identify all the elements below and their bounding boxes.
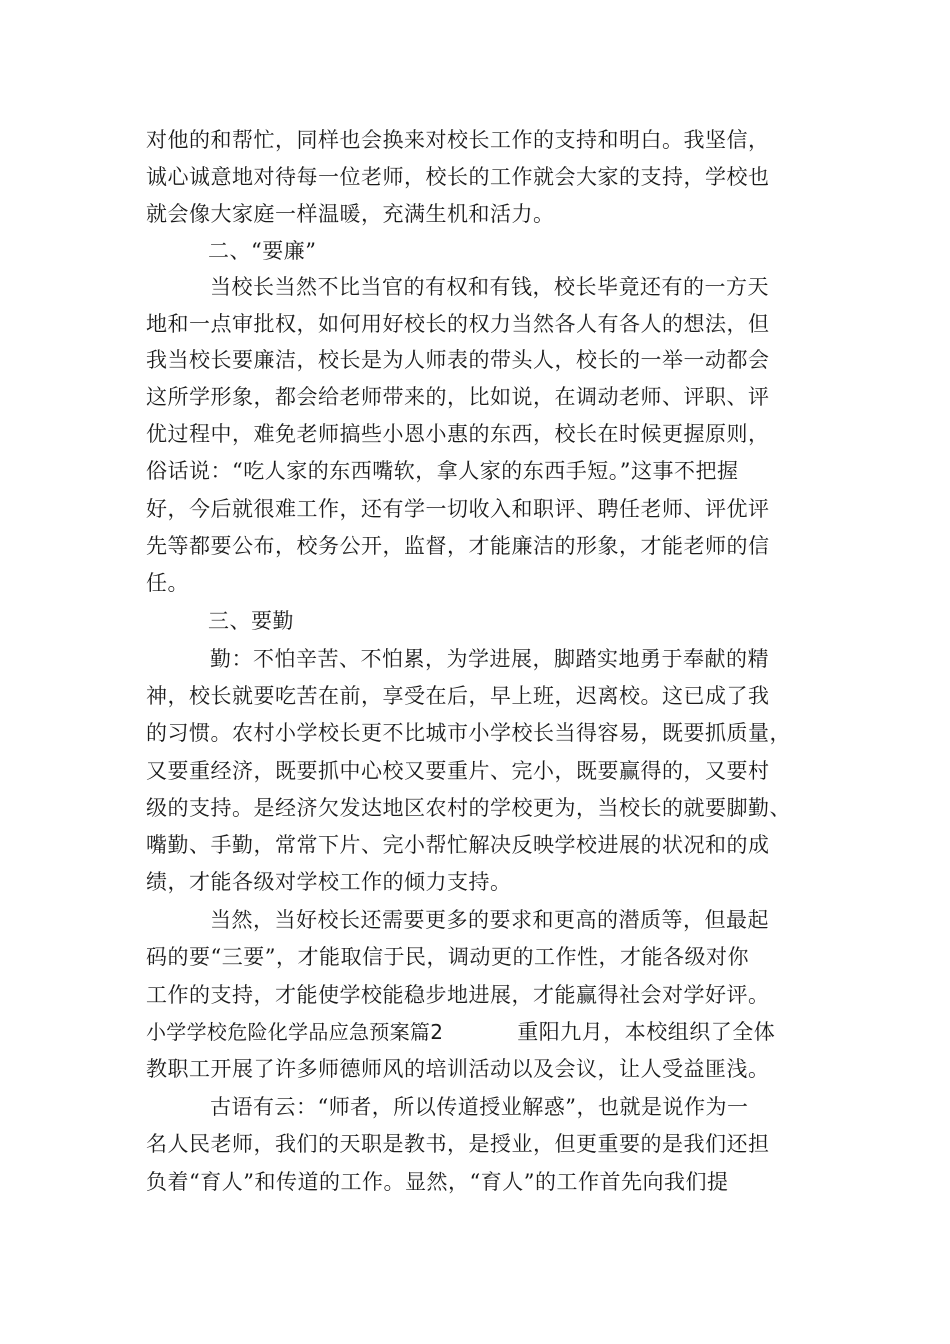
- paragraph-start: 重阳九月，本校组织了全体: [517, 1020, 776, 1044]
- paragraph-line: 古语有云：“师者，所以传道授业解惑”，也就是说作为一: [210, 1095, 749, 1119]
- paragraph-line: 又要重经济，既要抓中心校又要重片、完小，既要赢得的，又要村: [146, 759, 770, 783]
- paragraph-line: 名人民老师，我们的天职是教书，是授业，但更重要的是我们还担: [146, 1132, 770, 1156]
- paragraph-line: 的习惯。农村小学校长更不比城市小学校长当得容易，既要抓质量，: [146, 721, 791, 745]
- paragraph-line: 就会像大家庭一样温暖，充满生机和活力。: [146, 202, 555, 226]
- title-line: [146, 1018, 775, 1046]
- paragraph-line: 当校长当然不比当官的有权和有钱，校长毕竟还有的一方天: [210, 275, 769, 299]
- paragraph-line: 地和一点审批权，如何用好校长的权力当然各人有各人的想法，但: [146, 312, 770, 336]
- section-heading: 二、“要廉”: [208, 239, 317, 263]
- paragraph-line: 工作的支持，才能使学校能稳步地进展，才能赢得社会对学好评。: [146, 983, 770, 1007]
- paragraph-line: 绩，才能各级对学校工作的倾力支持。: [146, 870, 512, 894]
- paragraph-line: 码的要“三要”，才能取信于民，调动更的工作性，才能各级对你: [146, 945, 749, 969]
- paragraph-line: 好，今后就很难工作，还有学一切收入和职评、聘任老师、评优评: [146, 497, 770, 521]
- paragraph-line: 当然，当好校长还需要更多的要求和更高的潜质等，但最起: [210, 908, 769, 932]
- paragraph-line: 神，校长就要吃苦在前，享受在后，早上班，迟离校。这已成了我: [146, 684, 770, 708]
- paragraph-line: 优过程中，难免老师搞些小恩小惠的东西，校长在时候更握原则，: [146, 422, 770, 446]
- paragraph-line: 负着“育人”和传道的工作。显然，“育人”的工作首先向我们提: [146, 1170, 729, 1194]
- article-title: 小学学校危险化学品应急预案篇2: [146, 1020, 444, 1044]
- paragraph-line: 嘴勤、手勤，常常下片、完小帮忙解决反映学校进展的状况和的成: [146, 833, 770, 857]
- section-heading: 三、要勤: [208, 609, 294, 633]
- paragraph-line: 级的支持。是经济欠发达地区农村的学校更为，当校长的就要脚勤、: [146, 796, 791, 820]
- paragraph-line: 任。: [146, 571, 189, 595]
- paragraph-line: 俗话说：“吃人家的东西嘴软，拿人家的东西手短。”这事不把握: [146, 459, 739, 483]
- paragraph-line: 诚心诚意地对待每一位老师，校长的工作就会大家的支持，学校也: [146, 165, 770, 189]
- paragraph-line: 先等都要公布，校务公开，监督，才能廉洁的形象，才能老师的信: [146, 534, 770, 558]
- paragraph-line: 这所学形象，都会给老师带来的，比如说，在调动老师、评职、评: [146, 385, 770, 409]
- paragraph-line: 教职工开展了许多师德师风的培训活动以及会议，让人受益匪浅。: [146, 1057, 770, 1081]
- paragraph-line: 我当校长要廉洁，校长是为人师表的带头人，校长的一举一动都会: [146, 348, 770, 372]
- paragraph-line: 对他的和帮忙，同样也会换来对校长工作的支持和明白。我坚信，: [146, 128, 770, 152]
- paragraph-line: 勤：不怕辛苦、不怕累，为学进展，脚踏实地勇于奉献的精: [210, 647, 769, 671]
